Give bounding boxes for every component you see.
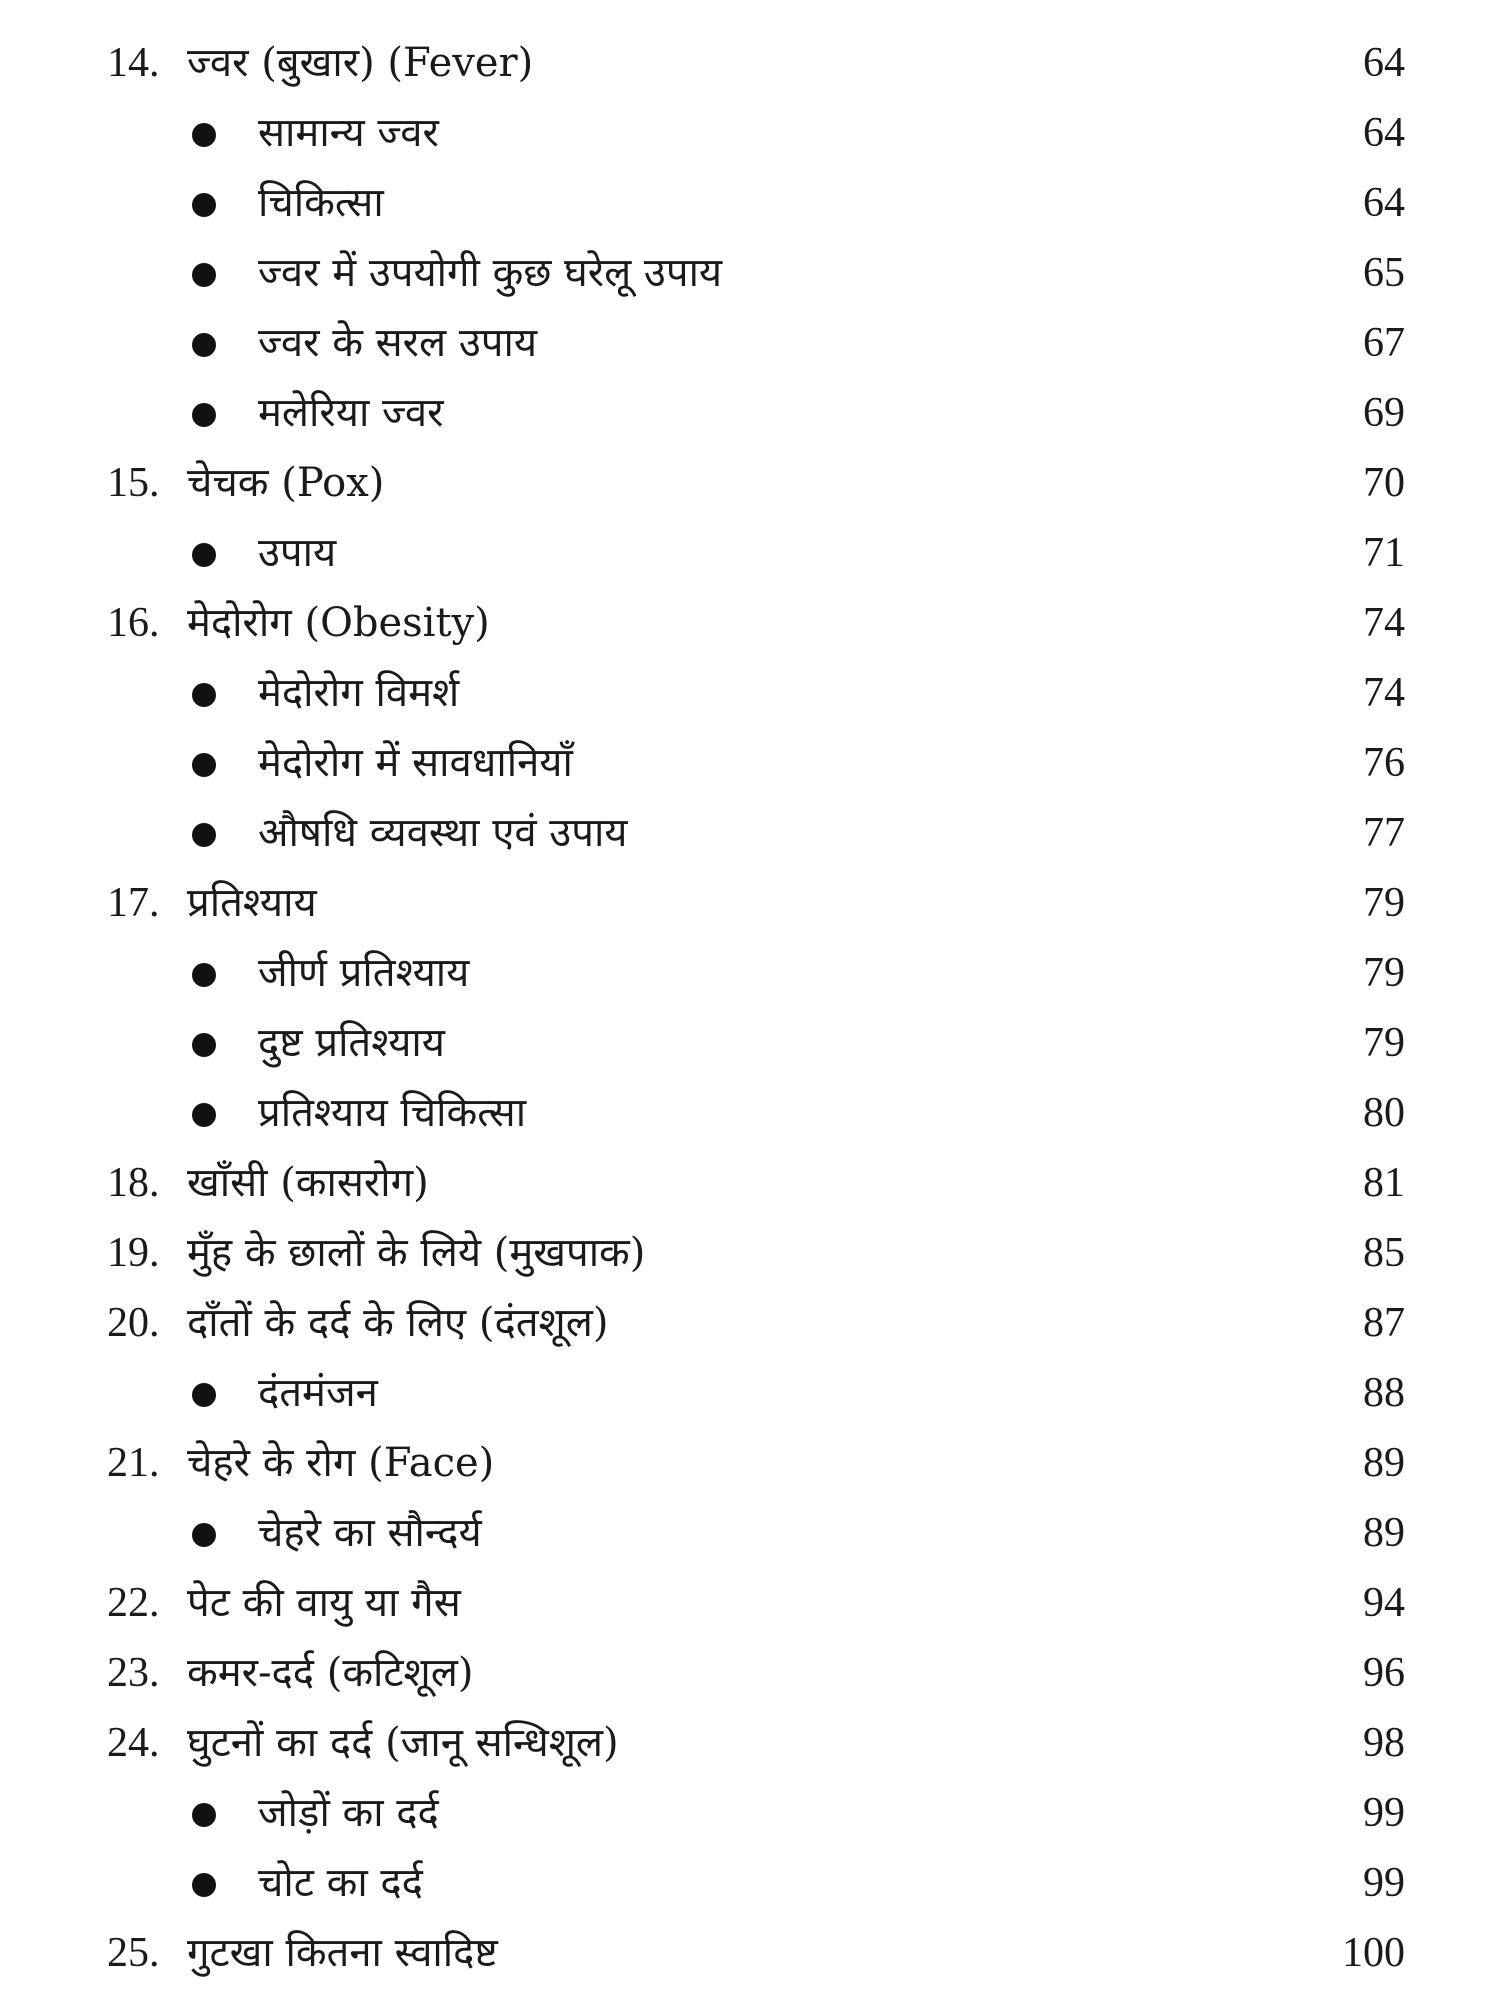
entry-number: 22. [107,1580,160,1626]
bullet-icon [192,263,216,287]
page-number: 89 [1363,1510,1405,1556]
bullet-icon [192,683,216,707]
entry-title: ज्वर में उपयोगी कुछ घरेलू उपाय [258,250,723,296]
bullet-icon [192,123,216,147]
toc-entry[interactable] [0,1568,1500,1638]
toc-subentry[interactable] [0,658,1500,728]
toc-entry[interactable] [0,1708,1500,1778]
toc-subentry[interactable] [0,168,1500,238]
entry-title: पेट की वायु या गैस [187,1580,461,1626]
toc-subentry[interactable] [0,1008,1500,1078]
bullet-icon [192,333,216,357]
bullet-icon [192,193,216,217]
toc-entry[interactable] [0,1148,1500,1218]
page-number: 71 [1363,530,1405,576]
entry-number: 25. [107,1930,160,1976]
entry-number: 21. [107,1440,160,1486]
entry-title: गुटखा कितना स्वादिष्ट [187,1930,498,1976]
page-number: 65 [1363,250,1405,296]
bullet-icon [192,403,216,427]
entry-title: चेहरे का सौन्दर्य [258,1510,482,1556]
toc-subentry[interactable] [0,1358,1500,1428]
page-number: 64 [1363,110,1405,156]
page-number: 79 [1363,1020,1405,1066]
bullet-icon [192,1103,216,1127]
entry-title: उपाय [258,530,337,576]
entry-title: औषधि व्यवस्था एवं उपाय [258,810,628,856]
toc-entry[interactable] [0,1288,1500,1358]
entry-title: ज्वर (बुखार) (Fever) [187,40,534,86]
bullet-icon [192,1033,216,1057]
entry-title: मुँह के छालों के लिये (मुखपाक) [187,1230,646,1276]
toc-subentry[interactable] [0,98,1500,168]
page-number: 74 [1363,600,1405,646]
toc-subentry[interactable] [0,1848,1500,1918]
toc-subentry[interactable] [0,728,1500,798]
page-number: 99 [1363,1790,1405,1836]
toc-subentry[interactable] [0,1498,1500,1568]
entry-number: 14. [107,40,160,86]
page-number: 85 [1363,1230,1405,1276]
entry-title: मेदोरोग विमर्श [258,670,460,716]
toc-subentry[interactable] [0,938,1500,1008]
page-number: 87 [1363,1300,1405,1346]
page-number: 94 [1363,1580,1405,1626]
entry-title: दंतमंजन [258,1370,378,1416]
toc-entry[interactable] [0,1918,1500,1988]
page-number: 69 [1363,390,1405,436]
entry-title: मेदोरोग (Obesity) [187,600,490,646]
bullet-icon [192,543,216,567]
page-number: 74 [1363,670,1405,716]
entry-number: 20. [107,1300,160,1346]
entry-number: 18. [107,1160,160,1206]
page-number: 98 [1363,1720,1405,1766]
toc-entry[interactable] [0,588,1500,658]
entry-number: 23. [107,1650,160,1696]
page-number: 81 [1363,1160,1405,1206]
page-number: 64 [1363,180,1405,226]
page-number: 79 [1363,950,1405,996]
toc-entry[interactable] [0,1638,1500,1708]
page-number: 79 [1363,880,1405,926]
page-number: 80 [1363,1090,1405,1136]
page-number: 77 [1363,810,1405,856]
entry-title: जीर्ण प्रतिश्याय [258,950,470,996]
entry-number: 15. [107,460,160,506]
entry-title: मलेरिया ज्वर [258,390,444,436]
entry-title: चिकित्सा [258,180,384,226]
toc-entry[interactable] [0,28,1500,98]
page-number: 99 [1363,1860,1405,1906]
page-number: 100 [1342,1930,1405,1976]
bullet-icon [192,1873,216,1897]
page-number: 76 [1363,740,1405,786]
entry-number: 19. [107,1230,160,1276]
page-number: 64 [1363,40,1405,86]
entry-title: सामान्य ज्वर [258,110,439,156]
toc-subentry[interactable] [0,308,1500,378]
toc-subentry[interactable] [0,1078,1500,1148]
page-number: 88 [1363,1370,1405,1416]
bullet-icon [192,823,216,847]
bullet-icon [192,963,216,987]
bullet-icon [192,1383,216,1407]
toc-subentry[interactable] [0,798,1500,868]
toc-subentry[interactable] [0,1778,1500,1848]
entry-number: 17. [107,880,160,926]
toc-entry[interactable] [0,448,1500,518]
page-number: 89 [1363,1440,1405,1486]
table-of-contents [0,28,1500,1988]
entry-title: ज्वर के सरल उपाय [258,320,538,366]
page-number: 96 [1363,1650,1405,1696]
entry-number: 16. [107,600,160,646]
page-number: 70 [1363,460,1405,506]
toc-subentry[interactable] [0,238,1500,308]
entry-title: प्रतिश्याय [187,880,317,926]
entry-title: जोड़ों का दर्द [258,1790,439,1836]
entry-title: कमर-दर्द (कटिशूल) [187,1650,474,1696]
toc-entry[interactable] [0,1218,1500,1288]
toc-entry[interactable] [0,1428,1500,1498]
bullet-icon [192,1523,216,1547]
entry-number: 24. [107,1720,160,1766]
page-number: 67 [1363,320,1405,366]
toc-subentry[interactable] [0,378,1500,448]
bullet-icon [192,1803,216,1827]
entry-title: मेदोरोग में सावधानियाँ [258,740,573,786]
entry-title: दुष्ट प्रतिश्याय [258,1020,445,1066]
entry-title: चेचक (Pox) [187,460,385,506]
toc-entry[interactable] [0,868,1500,938]
entry-title: चेहरे के रोग (Face) [187,1440,495,1486]
entry-title: दाँतों के दर्द के लिए (दंतशूल) [187,1300,609,1346]
entry-title: प्रतिश्याय चिकित्सा [258,1090,527,1136]
entry-title: चोट का दर्द [258,1860,423,1906]
entry-title: खाँसी (कासरोग) [187,1160,429,1206]
bullet-icon [192,753,216,777]
entry-title: घुटनों का दर्द (जानू सन्धिशूल) [187,1720,619,1766]
toc-subentry[interactable] [0,518,1500,588]
